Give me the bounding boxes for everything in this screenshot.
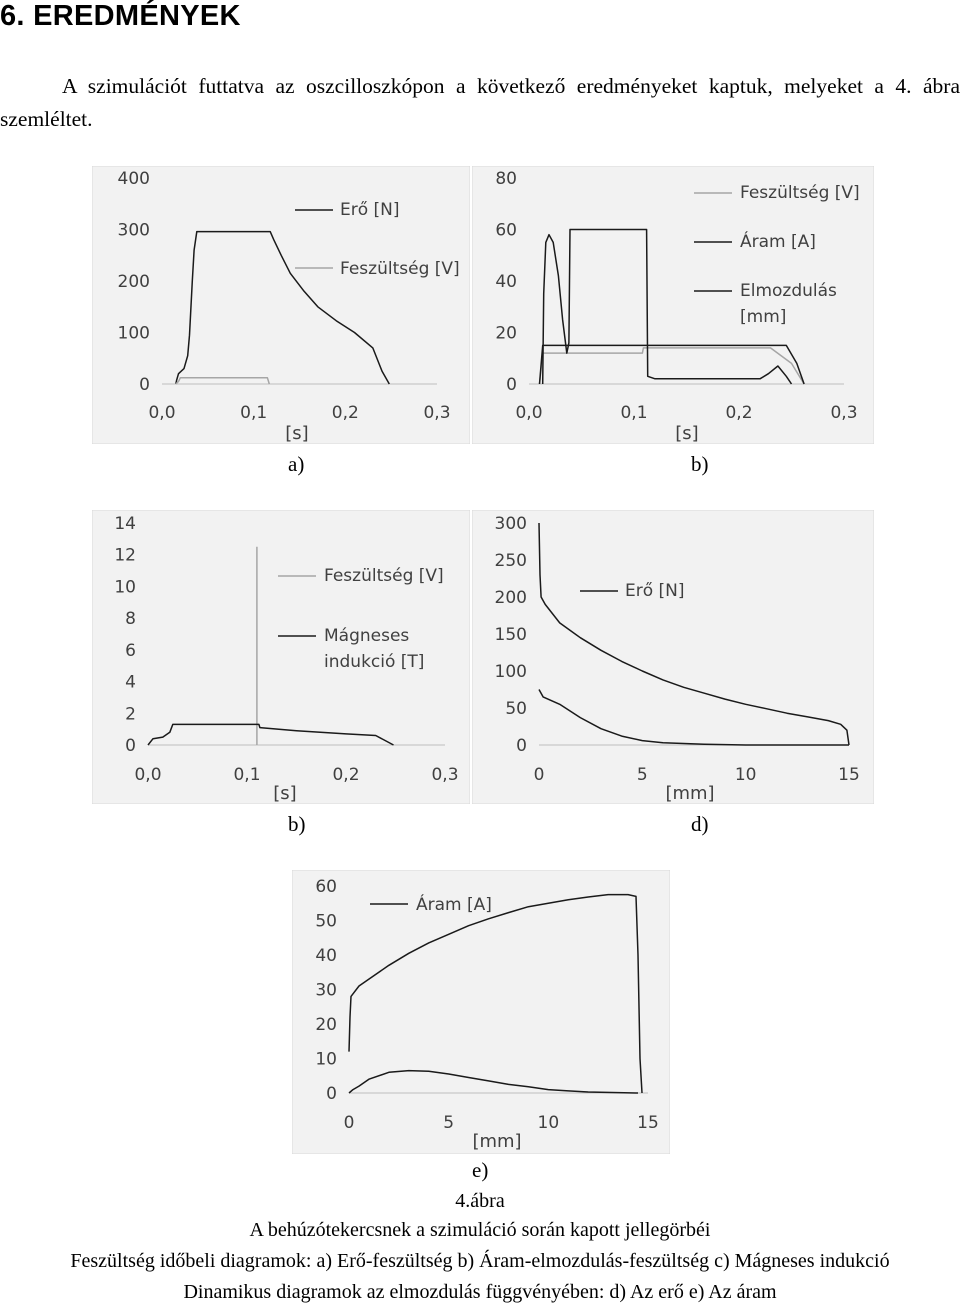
y-tick-label: 400	[117, 169, 150, 189]
chart-d-svg	[472, 510, 874, 804]
y-tick-label: 2	[125, 704, 136, 725]
chart-d-force-displacement	[472, 510, 874, 804]
x-tick-label: 0	[343, 1113, 355, 1133]
sublabel-d: d)	[691, 812, 709, 836]
y-tick-label: 100	[117, 323, 150, 344]
x-tick-label: 0,0	[134, 765, 162, 785]
y-tick-label: 300	[494, 514, 527, 534]
x-tick-label: 0,2	[331, 403, 359, 423]
chart-c-magnetic-induction	[92, 510, 470, 804]
y-tick-label: 80	[495, 169, 517, 189]
y-tick-label: 40	[495, 272, 517, 292]
section-heading: 6. EREDMÉNYEK	[0, 0, 241, 32]
x-tick-label: 10	[734, 765, 757, 785]
x-tick-label: 0,1	[620, 403, 648, 423]
y-tick-label: 0	[326, 1084, 337, 1104]
x-tick-label: 10	[537, 1113, 560, 1133]
y-tick-label: 0	[506, 375, 517, 395]
y-tick-label: 6	[125, 640, 136, 661]
chart-a-svg	[92, 166, 470, 444]
chart-a-force-voltage	[92, 166, 470, 444]
sublabel-b-second: b)	[288, 812, 306, 836]
y-tick-label: 10	[315, 1049, 337, 1070]
x-axis-label: [mm]	[665, 783, 715, 804]
x-axis-label: [s]	[285, 423, 309, 444]
y-tick-label: 4	[125, 672, 136, 693]
sublabel-b: b)	[691, 452, 709, 476]
y-tick-label: 30	[315, 980, 337, 1001]
x-tick-label: 0,1	[233, 765, 261, 785]
chart-e-svg	[292, 870, 670, 1154]
legend-label: Áram [A]	[740, 232, 816, 252]
x-tick-label: 0,1	[240, 403, 268, 423]
legend-label: Mágneses	[324, 626, 410, 646]
x-tick-label: 5	[443, 1113, 455, 1133]
y-tick-label: 200	[494, 588, 527, 608]
legend-label-cont: [mm]	[740, 307, 787, 327]
y-tick-label: 300	[117, 220, 150, 241]
x-tick-label: 0,2	[725, 403, 753, 423]
legend-label: Feszültség [V]	[340, 259, 460, 279]
y-tick-label: 0	[516, 736, 527, 756]
legend-label: Feszültség [V]	[740, 183, 860, 203]
y-tick-label: 200	[117, 272, 150, 292]
chart-c-svg	[92, 510, 470, 804]
chart-e-current-displacement	[292, 870, 670, 1154]
x-tick-label: 15	[838, 765, 860, 785]
caption-line-2: Feszültség időbeli diagramok: a) Erő-feszültség b) Áram-elmozdulás-feszültség c) Mágneses indukció	[70, 1250, 890, 1272]
x-tick-label: 0,3	[431, 765, 459, 785]
chart-background	[472, 510, 874, 804]
x-tick-label: 0	[533, 765, 545, 785]
y-tick-label: 8	[125, 609, 136, 630]
y-tick-label: 14	[114, 514, 136, 534]
x-tick-label: 15	[637, 1113, 659, 1133]
legend-label: Elmozdulás	[740, 281, 837, 301]
y-tick-label: 150	[494, 625, 527, 645]
y-tick-label: 40	[315, 946, 337, 966]
legend-label: Erő [N]	[625, 581, 685, 601]
y-tick-label: 20	[315, 1015, 337, 1035]
figure-number: 4.ábra	[455, 1190, 505, 1212]
y-tick-label: 50	[505, 699, 527, 719]
legend-label-cont: indukció [T]	[324, 652, 425, 672]
intro-paragraph	[0, 70, 960, 136]
legend-label: Erő [N]	[340, 200, 400, 220]
y-tick-label: 100	[494, 662, 527, 682]
y-tick-label: 60	[495, 220, 517, 241]
x-tick-label: 0,0	[515, 403, 543, 423]
x-axis-label: [s]	[273, 783, 297, 804]
x-tick-label: 0,2	[332, 765, 360, 785]
intro-text: A szimulációt futtatva az oszcilloszkópon a következő eredményeket kaptuk, melyeket a 4. ábra szemléltet.	[0, 74, 960, 131]
y-tick-label: 60	[315, 877, 337, 897]
y-tick-label: 0	[139, 375, 150, 395]
caption-line-3: Dinamikus diagramok az elmozdulás függvényében: d) Az erő e) Az áram	[183, 1281, 777, 1303]
legend-label: Feszültség [V]	[324, 566, 444, 586]
x-tick-label: 0,3	[423, 403, 451, 423]
x-tick-label: 5	[636, 765, 648, 785]
x-tick-label: 0,0	[148, 403, 176, 423]
x-axis-label: [mm]	[472, 1131, 522, 1152]
legend-label: Áram [A]	[416, 895, 492, 915]
y-tick-label: 20	[495, 323, 517, 344]
x-axis-label: [s]	[675, 423, 699, 444]
y-tick-label: 0	[125, 736, 136, 756]
chart-b-current-displacement-voltage	[472, 166, 874, 444]
y-tick-label: 12	[114, 545, 136, 566]
x-tick-label: 0,3	[830, 403, 858, 423]
y-tick-label: 50	[315, 911, 337, 932]
sublabel-a: a)	[288, 452, 305, 476]
y-tick-label: 10	[114, 577, 136, 598]
chart-b-svg	[472, 166, 874, 444]
sublabel-e: e)	[472, 1158, 489, 1182]
caption-line-1: A behúzótekercsnek a szimuláció során kapott jellegörbéi	[249, 1219, 711, 1241]
y-tick-label: 250	[494, 551, 527, 571]
